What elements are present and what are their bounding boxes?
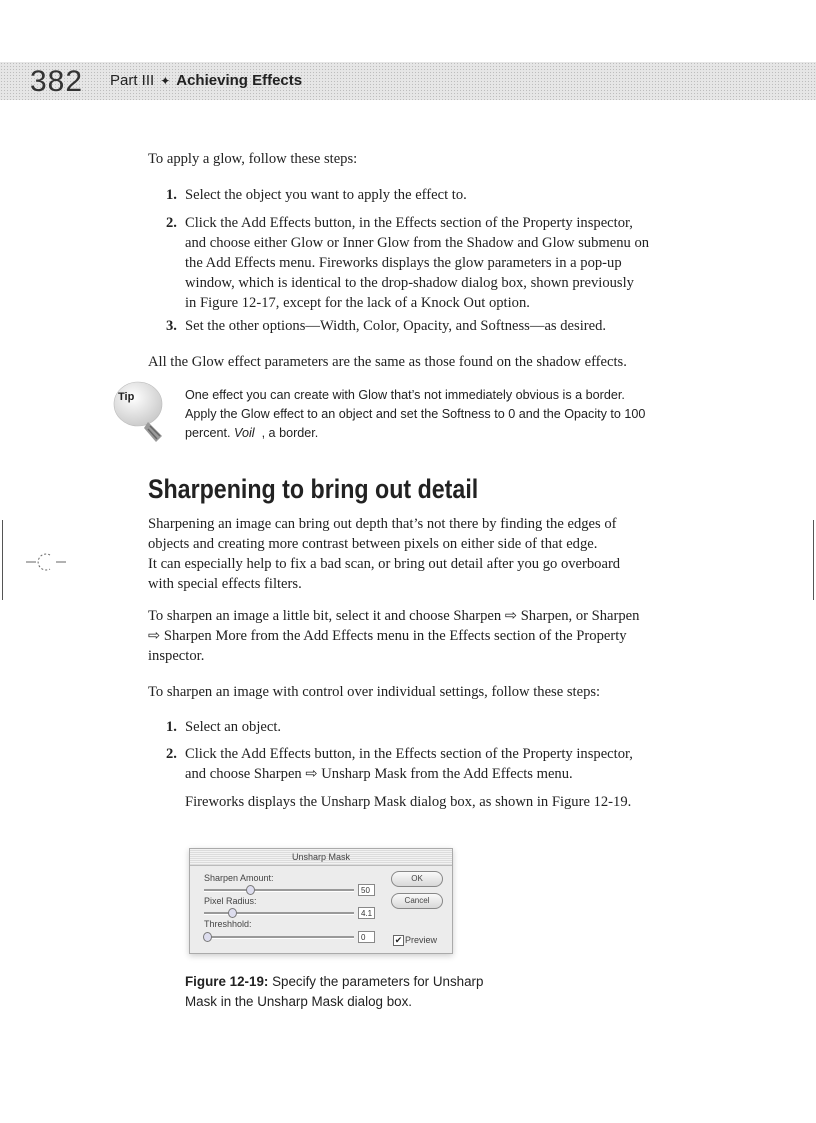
caption-line: [185, 972, 525, 992]
paragraph-line: ⇨ Sharpen More from the Add Effects menu in the Effects section of the Property: [148, 628, 627, 644]
unsharp-mask-dialog: [189, 848, 453, 954]
threshold-field[interactable]: 0: [358, 931, 375, 943]
tip-line: Apply the Glow effect to an object and set the Softness to 0 and the Opacity to 100: [185, 407, 646, 421]
tip-italic: Voil: [234, 426, 255, 440]
preview-checkbox[interactable]: ✔: [394, 935, 403, 945]
page-number: 382: [30, 65, 84, 98]
step-number: 2.: [166, 215, 177, 231]
step-note: Fireworks displays the Unsharp Mask dialog box, as shown in Figure 12-19.: [185, 794, 632, 810]
paragraph-line: It can especially help to fix a bad scan, or bring out detail after you go overboard: [148, 556, 621, 572]
step-number: 3.: [166, 318, 177, 334]
pixel-radius-slider-thumb[interactable]: [228, 908, 237, 918]
sharpen-paragraph-1: [148, 514, 620, 594]
tip-tail: , a border.: [261, 426, 319, 440]
sharpen-paragraph-3: To sharpen an image with control over individual settings, follow these steps:: [148, 684, 601, 700]
threshold-label: Threshhold:: [204, 919, 252, 929]
tip-line-start: percent.: [185, 426, 231, 440]
step-number: 2.: [166, 746, 177, 762]
paragraph-line: objects and creating more contrast between pixels on either side of that edge.: [148, 536, 598, 552]
preview-label: Preview: [405, 935, 438, 945]
glow-summary: All the Glow effect parameters are the same as those found on the shadow effects.: [148, 354, 627, 370]
step-text: [185, 744, 633, 784]
sharpen-amount-field[interactable]: 50: [358, 884, 375, 896]
threshold-track[interactable]: [204, 936, 354, 939]
section-heading: Sharpening to bring out detail: [148, 474, 479, 504]
tip-line: [185, 424, 705, 443]
step-line: Click the Add Effects button, in the Effects section of the Property inspector,: [185, 746, 633, 762]
step-line: Click the Add Effects button, in the Effects section of the Property inspector,: [185, 215, 633, 231]
tip-text: [185, 386, 705, 443]
registration-mark-icon: [26, 552, 66, 572]
pixel-radius-label: Pixel Radius:: [204, 896, 257, 906]
step-line: window, which is identical to the drop-shadow dialog box, shown previously: [185, 275, 634, 291]
pixel-radius-track[interactable]: [204, 912, 354, 915]
sharpen-paragraph-2: [148, 606, 639, 666]
step-text: Select an object.: [185, 719, 282, 735]
caption-label: Figure 12-19:: [185, 974, 269, 989]
paragraph-line: Sharpening an image can bring out depth that’s not there by finding the edges of: [148, 516, 617, 532]
caption-line: Mask in the Unsharp Mask dialog box.: [185, 994, 413, 1009]
step-number: 1.: [166, 719, 177, 735]
separator-icon: ✦: [160, 74, 171, 88]
step-line: and choose either Glow or Inner Glow from the Shadow and Glow submenu on: [185, 235, 650, 251]
step-text: Set the other options—Width, Color, Opacity, and Softness—as desired.: [185, 318, 607, 334]
part-label: Part III: [110, 72, 155, 89]
sharpen-amount-label: Sharpen Amount:: [204, 873, 274, 883]
pixel-radius-field[interactable]: 4.1: [358, 907, 375, 919]
figure-caption: [185, 972, 525, 1012]
ok-button[interactable]: OK: [391, 871, 443, 887]
step-line: the Add Effects menu. Fireworks displays the glow parameters in a pop-up: [185, 255, 622, 271]
chapter-title: Achieving Effects: [176, 72, 303, 89]
sharpen-amount-slider-thumb[interactable]: [246, 885, 255, 895]
tip-label: Tip: [118, 391, 135, 403]
paragraph-line: with special effects filters.: [148, 576, 302, 592]
cancel-button[interactable]: Cancel: [391, 893, 443, 909]
step-line: and choose Sharpen ⇨ Unsharp Mask from the Add Effects menu.: [185, 766, 573, 782]
step-text: [185, 213, 649, 313]
threshold-slider-thumb[interactable]: [203, 932, 212, 942]
step-line: in Figure 12-17, except for the lack of a Knock Out option.: [185, 295, 530, 311]
tip-line: One effect you can create with Glow that’s not immediately obvious is a border.: [185, 388, 625, 402]
caption-text: Specify the parameters for Unsharp: [272, 974, 484, 989]
paragraph-line: inspector.: [148, 648, 205, 664]
margin-line-right: [813, 520, 814, 600]
running-header: [110, 72, 302, 89]
margin-line-left: [2, 520, 3, 600]
sharpen-amount-track[interactable]: [204, 889, 354, 892]
step-number: 1.: [166, 187, 177, 203]
dialog-title: Unsharp Mask: [190, 849, 452, 866]
intro-paragraph: To apply a glow, follow these steps:: [148, 151, 358, 167]
step-text: Select the object you want to apply the effect to.: [185, 187, 467, 203]
paragraph-line: To sharpen an image a little bit, select it and choose Sharpen ⇨ Sharpen, or Sharpen: [148, 608, 640, 624]
lightbulb-icon: [112, 378, 172, 446]
